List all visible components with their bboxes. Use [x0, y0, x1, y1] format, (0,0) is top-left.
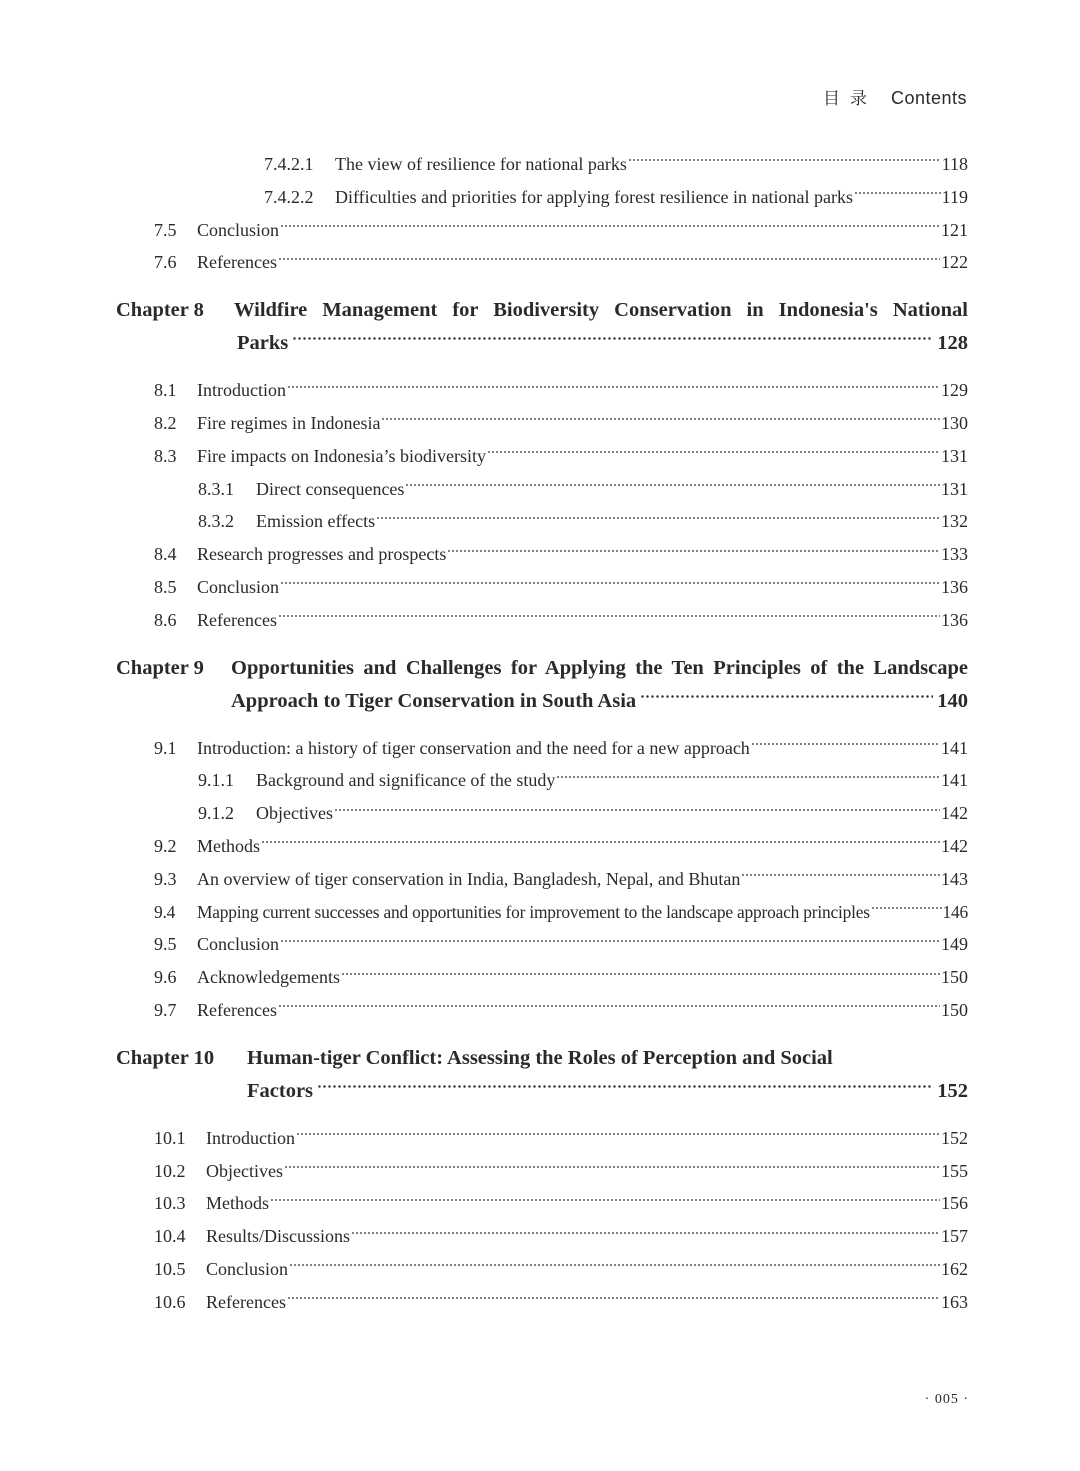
section-number: 10.3: [154, 1193, 186, 1214]
toc-entry[interactable]: [116, 764, 968, 797]
chapter-title-line1: Human-tiger Conflict: Assessing the Roles of Perception and Social: [247, 1046, 833, 1069]
section-title: An overview of tiger conservation in India, Bangladesh, Nepal, and Bhutan: [197, 868, 741, 889]
section-title: References: [206, 1291, 286, 1312]
running-head-chinese: 目录: [822, 89, 877, 109]
chapter-title-line2: Factors: [247, 1079, 314, 1102]
page-number: 131: [941, 478, 968, 499]
dot-leader: [628, 159, 941, 161]
toc-entry[interactable]: [116, 994, 968, 1027]
dot-leader: [284, 1166, 940, 1168]
toc-entry[interactable]: [116, 1122, 968, 1155]
section-number: 7.5: [154, 219, 177, 240]
dot-leader: [741, 874, 940, 876]
chapter-title-line2: Parks: [237, 332, 289, 355]
dot-leader: [334, 809, 940, 811]
page-number: 156: [941, 1193, 968, 1214]
page-number: 150: [941, 967, 968, 988]
page-number: 143: [941, 868, 968, 889]
section-number: 10.6: [154, 1291, 186, 1312]
toc-entry[interactable]: [116, 732, 968, 765]
dot-leader: [381, 418, 940, 420]
section-title: Objectives: [256, 803, 333, 824]
page-number: 149: [941, 934, 968, 955]
toc-entry[interactable]: [116, 1253, 968, 1286]
chapter-page-number: 128: [937, 332, 968, 355]
chapter-heading[interactable]: [116, 652, 968, 718]
running-head-english: Contents: [890, 88, 967, 108]
section-number: 8.3.1: [198, 478, 234, 499]
dot-leader: [278, 1005, 940, 1007]
section-title: Introduction: [206, 1127, 295, 1148]
page-number: 131: [941, 445, 968, 466]
page-folio: · 005 ·: [924, 1392, 969, 1407]
dot-leader: [317, 1085, 933, 1088]
toc-entry[interactable]: [116, 538, 968, 571]
section-number: 7.6: [154, 252, 177, 273]
section-number: 9.3: [154, 868, 177, 889]
toc-entry[interactable]: [116, 863, 968, 896]
toc-entry[interactable]: [116, 1187, 968, 1220]
dot-leader: [280, 940, 940, 942]
dot-leader: [261, 841, 940, 843]
section-title: References: [197, 252, 277, 273]
section-number: 9.6: [154, 967, 177, 988]
section-title: Research progresses and prospects: [197, 544, 447, 565]
section-number: 9.1: [154, 737, 177, 758]
toc-entry[interactable]: [116, 896, 968, 929]
chapter-title-line2: Approach to Tiger Conservation in South Asia: [231, 689, 637, 712]
toc-entry[interactable]: [116, 1220, 968, 1253]
section-number: 8.3: [154, 445, 177, 466]
toc-entry[interactable]: [116, 928, 968, 961]
section-number: 8.5: [154, 576, 177, 597]
section-title: Methods: [206, 1193, 269, 1214]
table-of-contents: [116, 148, 968, 1319]
toc-entry[interactable]: [116, 374, 968, 407]
page-number: 141: [941, 770, 968, 791]
chapter-label: Chapter 10: [116, 1046, 215, 1069]
dot-leader: [278, 258, 940, 260]
toc-entry[interactable]: [116, 604, 968, 637]
page-number: 155: [941, 1160, 968, 1181]
dot-leader: [296, 1133, 940, 1135]
section-title: Acknowledgements: [197, 967, 340, 988]
section-title: References: [197, 609, 277, 630]
page-number: 150: [941, 999, 968, 1020]
page-number: 121: [941, 219, 968, 240]
section-title: References: [197, 999, 277, 1020]
dot-leader: [280, 582, 940, 584]
section-title: Objectives: [206, 1160, 283, 1181]
page-number: 142: [941, 803, 968, 824]
section-title: Fire regimes in Indonesia: [197, 412, 381, 433]
section-number: 9.2: [154, 835, 177, 856]
page-number: 163: [941, 1291, 968, 1312]
toc-entry[interactable]: [116, 797, 968, 830]
running-head: [823, 84, 967, 109]
section-title: Conclusion: [197, 934, 280, 955]
section-title: Results/Discussions: [206, 1226, 351, 1247]
dot-leader: [447, 550, 940, 552]
dot-leader: [289, 1264, 940, 1266]
chapter-title-line1: Opportunities and Challenges for Applying the Ten Principles of the Landscape: [231, 656, 968, 679]
dot-leader: [376, 517, 940, 519]
dot-leader: [871, 907, 942, 909]
toc-entry[interactable]: [116, 246, 968, 279]
toc-entry[interactable]: [116, 830, 968, 863]
dot-leader: [270, 1199, 940, 1201]
toc-entry[interactable]: [116, 148, 968, 181]
page-number: 152: [941, 1127, 968, 1148]
section-title: Emission effects: [256, 511, 376, 532]
section-number: 8.2: [154, 412, 177, 433]
section-number: 8.3.2: [198, 511, 234, 532]
page-number: 136: [941, 609, 968, 630]
section-number: 8.4: [154, 544, 177, 565]
toc-entry[interactable]: [116, 571, 968, 604]
section-number: 9.4: [154, 901, 176, 922]
section-number: 10.1: [154, 1127, 186, 1148]
chapter-label: Chapter 9: [116, 656, 204, 679]
page-number: 141: [941, 737, 968, 758]
section-number: 9.7: [154, 999, 177, 1020]
page-number: 119: [941, 186, 968, 207]
section-number: 9.1.1: [198, 770, 234, 791]
page-number: 132: [941, 511, 968, 532]
page-number: 133: [941, 544, 968, 565]
page-number: 130: [941, 412, 968, 433]
section-title: Introduction: a history of tiger conservation and the need for a new approach: [197, 737, 750, 758]
section-number: 7.4.2.2: [264, 186, 314, 207]
chapter-page-number: 152: [937, 1079, 968, 1102]
toc-entry[interactable]: [116, 1155, 968, 1188]
dot-leader: [280, 225, 940, 227]
section-number: 9.5: [154, 934, 177, 955]
toc-entry[interactable]: [116, 961, 968, 994]
section-title: Methods: [197, 835, 260, 856]
toc-entry[interactable]: [116, 473, 968, 506]
section-number: 8.6: [154, 609, 177, 630]
section-title: Mapping current successes and opportunities for improvement to the landscape approach principles: [197, 901, 870, 922]
page-number: 146: [942, 901, 968, 922]
section-number: 10.5: [154, 1258, 186, 1279]
section-title: Difficulties and priorities for applying forest resilience in national parks: [335, 186, 854, 207]
page-number: 136: [941, 576, 968, 597]
chapter-label: Chapter 8: [116, 299, 204, 322]
chapter-title-line1: Wildfire Management for Biodiversity Conservation in Indonesia's National: [234, 299, 968, 322]
section-title: Conclusion: [197, 576, 280, 597]
page-number: 118: [941, 154, 968, 174]
section-number: 9.1.2: [198, 803, 234, 824]
page-number: 142: [941, 835, 968, 856]
toc-entry[interactable]: [116, 407, 968, 440]
page-number: 122: [941, 252, 968, 273]
chapter-heading[interactable]: [116, 294, 968, 360]
section-title: The view of resilience for national parks: [335, 154, 627, 174]
chapter-heading[interactable]: [116, 1042, 968, 1108]
section-title: Direct consequences: [256, 478, 405, 499]
dot-leader: [751, 743, 940, 745]
toc-entry[interactable]: [116, 214, 968, 247]
toc-entry[interactable]: [116, 440, 968, 473]
section-title: Conclusion: [206, 1258, 289, 1279]
dot-leader: [287, 1297, 940, 1299]
section-number: 8.1: [154, 380, 177, 401]
section-number: 10.2: [154, 1160, 186, 1181]
toc-entry[interactable]: [116, 181, 968, 214]
dot-leader: [278, 615, 940, 617]
section-title: Background and significance of the study: [256, 770, 556, 791]
dot-leader: [292, 337, 933, 340]
chapter-page-number: 140: [937, 689, 968, 712]
dot-leader: [487, 451, 940, 453]
dot-leader: [405, 484, 940, 486]
dot-leader: [640, 695, 933, 698]
dot-leader: [556, 776, 940, 778]
dot-leader: [854, 192, 941, 194]
toc-entry[interactable]: [116, 1286, 968, 1319]
section-title: Conclusion: [197, 219, 280, 240]
page-number: 129: [941, 380, 968, 401]
page-number: 162: [941, 1258, 968, 1279]
toc-entry[interactable]: [116, 505, 968, 538]
section-title: Introduction: [197, 380, 286, 401]
section-title: Fire impacts on Indonesia’s biodiversity: [197, 445, 486, 466]
dot-leader: [287, 386, 940, 388]
page-number: 157: [941, 1226, 968, 1247]
section-number: 7.4.2.1: [264, 154, 314, 174]
dot-leader: [351, 1232, 940, 1234]
dot-leader: [341, 973, 940, 975]
section-number: 10.4: [154, 1226, 186, 1247]
